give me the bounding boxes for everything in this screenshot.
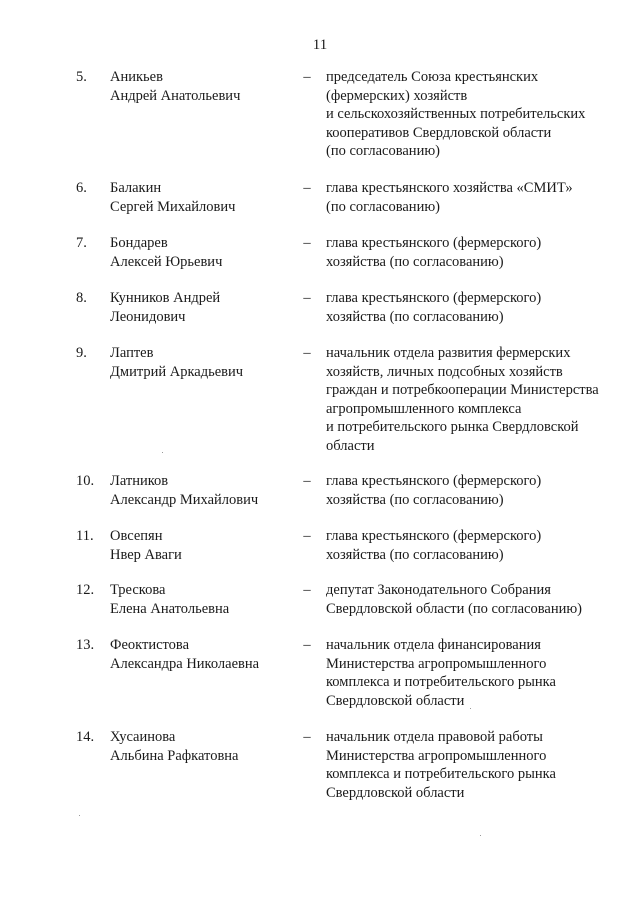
member-position xyxy=(326,68,626,161)
dash-separator: – xyxy=(303,637,311,653)
dash-separator: – xyxy=(303,235,311,251)
member-name xyxy=(110,581,290,618)
position-line: Министерства агропромышленного xyxy=(326,655,547,672)
position-line: и потребительского рынка Свердловской xyxy=(326,419,579,435)
position-line: хозяйства (по согласованию) xyxy=(326,308,504,325)
position-line: (по согласованию) xyxy=(326,198,440,215)
entry-number: 10. xyxy=(76,473,95,489)
position-line: депутат Законодательного Собрания xyxy=(326,582,551,598)
member-position xyxy=(326,344,626,455)
member-surname: Трескова xyxy=(110,582,166,598)
dash-separator: – xyxy=(303,729,311,745)
member-name xyxy=(110,527,290,564)
position-line: комплекса и потребительского рынка xyxy=(326,766,556,782)
position-line: глава крестьянского (фермерского) xyxy=(326,473,542,489)
member-position xyxy=(326,636,626,710)
position-line: хозяйства (по согласованию) xyxy=(326,546,504,563)
member-position xyxy=(326,581,626,618)
position-line: хозяйства (по согласованию) xyxy=(326,253,504,270)
position-line: кооперативов Свердловской области xyxy=(326,124,552,141)
member-position xyxy=(326,179,626,216)
member-position xyxy=(326,234,626,271)
member-position xyxy=(326,289,626,326)
member-name xyxy=(110,68,290,105)
scan-speck xyxy=(480,835,481,836)
entry-number: 12. xyxy=(76,582,95,598)
member-given-names: Александра Николаевна xyxy=(110,655,260,672)
member-given-names: Альбина Рафкатовна xyxy=(110,747,239,764)
position-line: Свердловской области xyxy=(326,692,465,709)
member-given-names: Нвер Аваги xyxy=(110,546,182,563)
entry-number: 5. xyxy=(76,69,87,85)
position-line: Свердловской области xyxy=(326,784,465,801)
member-given-names: Алексей Юрьевич xyxy=(110,253,223,270)
member-name xyxy=(110,234,290,271)
position-line: начальник отдела развития фермерских xyxy=(326,345,571,361)
member-given-names: Александр Михайлович xyxy=(110,491,259,508)
position-line: глава крестьянского (фермерского) xyxy=(326,290,542,306)
member-surname: Хусаинова xyxy=(110,729,176,745)
dash-separator: – xyxy=(303,69,311,85)
member-name xyxy=(110,472,290,509)
member-given-names: Дмитрий Аркадьевич xyxy=(110,363,244,380)
position-line: глава крестьянского (фермерского) xyxy=(326,235,542,251)
position-line: комплекса и потребительского рынка xyxy=(326,674,556,690)
position-line: председатель Союза крестьянских xyxy=(326,69,539,85)
position-line: хозяйств, личных подсобных хозяйств xyxy=(326,363,563,380)
scan-speck xyxy=(470,708,471,709)
position-line: начальник отдела правовой работы xyxy=(326,729,543,745)
member-position xyxy=(326,472,626,509)
position-line: (фермерских) хозяйств xyxy=(326,87,468,104)
member-name xyxy=(110,728,290,765)
position-line: начальник отдела финансирования xyxy=(326,637,541,653)
dash-separator: – xyxy=(303,473,311,489)
entry-number: 7. xyxy=(76,235,87,251)
member-surname: Аникьев xyxy=(110,69,163,85)
position-line: Министерства агропромышленного xyxy=(326,747,547,764)
entry-number: 9. xyxy=(76,345,87,361)
member-given-names: Елена Анатольевна xyxy=(110,600,230,617)
member-surname: Бондарев xyxy=(110,235,168,251)
member-name xyxy=(110,344,290,381)
member-position xyxy=(326,527,626,564)
page-number: 11 xyxy=(312,37,328,53)
member-name xyxy=(110,289,290,326)
member-surname: Кунников Андрей xyxy=(110,290,221,306)
member-position xyxy=(326,728,626,802)
position-line: (по согласованию) xyxy=(326,143,440,159)
position-line: и сельскохозяйственных потребительских xyxy=(326,106,586,122)
member-given-names: Леонидович xyxy=(110,308,186,325)
member-given-names: Андрей Анатольевич xyxy=(110,87,241,104)
member-given-names: Сергей Михайлович xyxy=(110,198,236,215)
position-line: хозяйства (по согласованию) xyxy=(326,491,504,508)
entry-number: 11. xyxy=(76,528,94,544)
position-line: агропромышленного комплекса xyxy=(326,400,522,417)
position-line: области xyxy=(326,437,375,454)
member-surname: Лаптев xyxy=(110,345,154,361)
dash-separator: – xyxy=(303,180,311,196)
position-line: глава крестьянского хозяйства «СМИТ» xyxy=(326,180,573,196)
position-line: глава крестьянского (фермерского) xyxy=(326,528,542,544)
entry-number: 13. xyxy=(76,637,95,653)
member-surname: Феоктистова xyxy=(110,637,190,653)
position-line: Свердловской области (по согласованию) xyxy=(326,600,583,617)
dash-separator: – xyxy=(303,290,311,306)
member-name xyxy=(110,636,290,673)
member-name xyxy=(110,179,290,216)
member-surname: Овсепян xyxy=(110,528,163,544)
scan-speck xyxy=(162,452,163,453)
entry-number: 6. xyxy=(76,180,87,196)
member-surname: Балакин xyxy=(110,180,162,196)
dash-separator: – xyxy=(303,528,311,544)
scan-speck xyxy=(79,815,80,816)
entry-number: 8. xyxy=(76,290,87,306)
dash-separator: – xyxy=(303,582,311,598)
dash-separator: – xyxy=(303,345,311,361)
entry-number: 14. xyxy=(76,729,95,745)
position-line: граждан и потребкооперации Министерства xyxy=(326,382,599,398)
member-surname: Латников xyxy=(110,473,169,489)
